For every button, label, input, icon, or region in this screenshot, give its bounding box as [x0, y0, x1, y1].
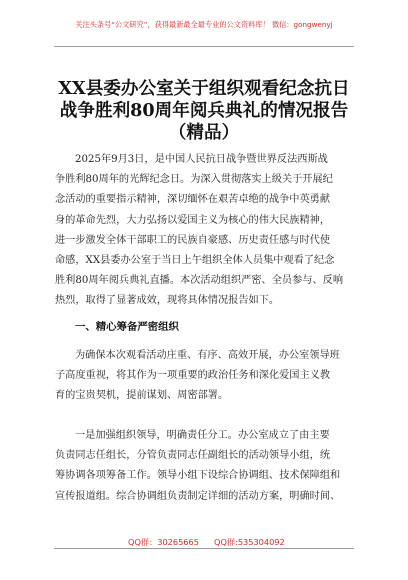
title-line: 战争胜利80周年阅兵典礼的情况报告	[59, 100, 349, 121]
header-divider	[54, 46, 354, 47]
text-line: 念活动的重要指示精神，深切缅怀在艰苦卓绝的战争中英勇献	[55, 194, 331, 206]
text-line: 2025年9月3日，是中国人民抗日战争暨世界反法西斯战	[75, 154, 328, 165]
text-line: 胜利80周年阅兵典礼直播。本次活动组织严密、全员参与、反响	[55, 275, 344, 287]
text-line: 身的革命先烈，大力弘扬以爱国主义为核心的伟大民族精神，	[55, 214, 331, 226]
footer-qq-group-2: QQ群:535304092	[214, 537, 285, 547]
text-line: 争胜利80周年的光辉纪念日。为深入贯彻落实上级关于开展纪	[55, 174, 333, 186]
text-line: 筹协调各项筹备工作。领导小组下设综合协调组、技术保障组和	[55, 470, 341, 482]
text-line: 一是加强组织领导，明确责任分工。办公室成立了由主要	[75, 430, 330, 441]
paragraph-preparation	[55, 346, 355, 407]
header-banner: 关注头条号“公文研究”，获得最新最全最专业的公文资料库！ 微信：gongwenyj	[75, 20, 333, 29]
title-line: （精品）	[168, 122, 240, 143]
text-line: 命感，XX县委办公室于当日上午组织全体人员集中观看了纪念	[55, 254, 335, 266]
text-line: 进一步激发全体干部职工的民族自豪感、历史责任感与时代使	[55, 234, 331, 246]
footer-qq-group-1: QQ群：30265665	[128, 537, 199, 547]
paragraph-leadership	[55, 426, 355, 507]
text-line: 为确保本次观看活动庄重、有序、高效开展，办公室领导班	[75, 350, 340, 361]
section-heading: 一、精心筹备严密组织	[75, 321, 179, 333]
footer-divider	[54, 548, 354, 549]
document-title	[50, 78, 358, 144]
paragraph-intro	[55, 150, 355, 312]
text-line: 热烈，取得了显著成效，现将具体情况报告如下。	[55, 295, 280, 307]
text-line: 子高度重视，将其作为一项重要的政治任务和深化爱国主义教	[55, 370, 331, 382]
text-line: 宣传报道组。综合协调组负责制定详细的活动方案，明确时间、	[55, 490, 341, 502]
text-line: 负责同志任组长，分管负责同志任副组长的活动领导小组，统	[55, 450, 331, 462]
text-line: 育的宝贵契机，提前谋划、周密部署。	[55, 390, 229, 402]
title-line: XX县委办公室关于组织观看纪念抗日	[58, 78, 350, 99]
